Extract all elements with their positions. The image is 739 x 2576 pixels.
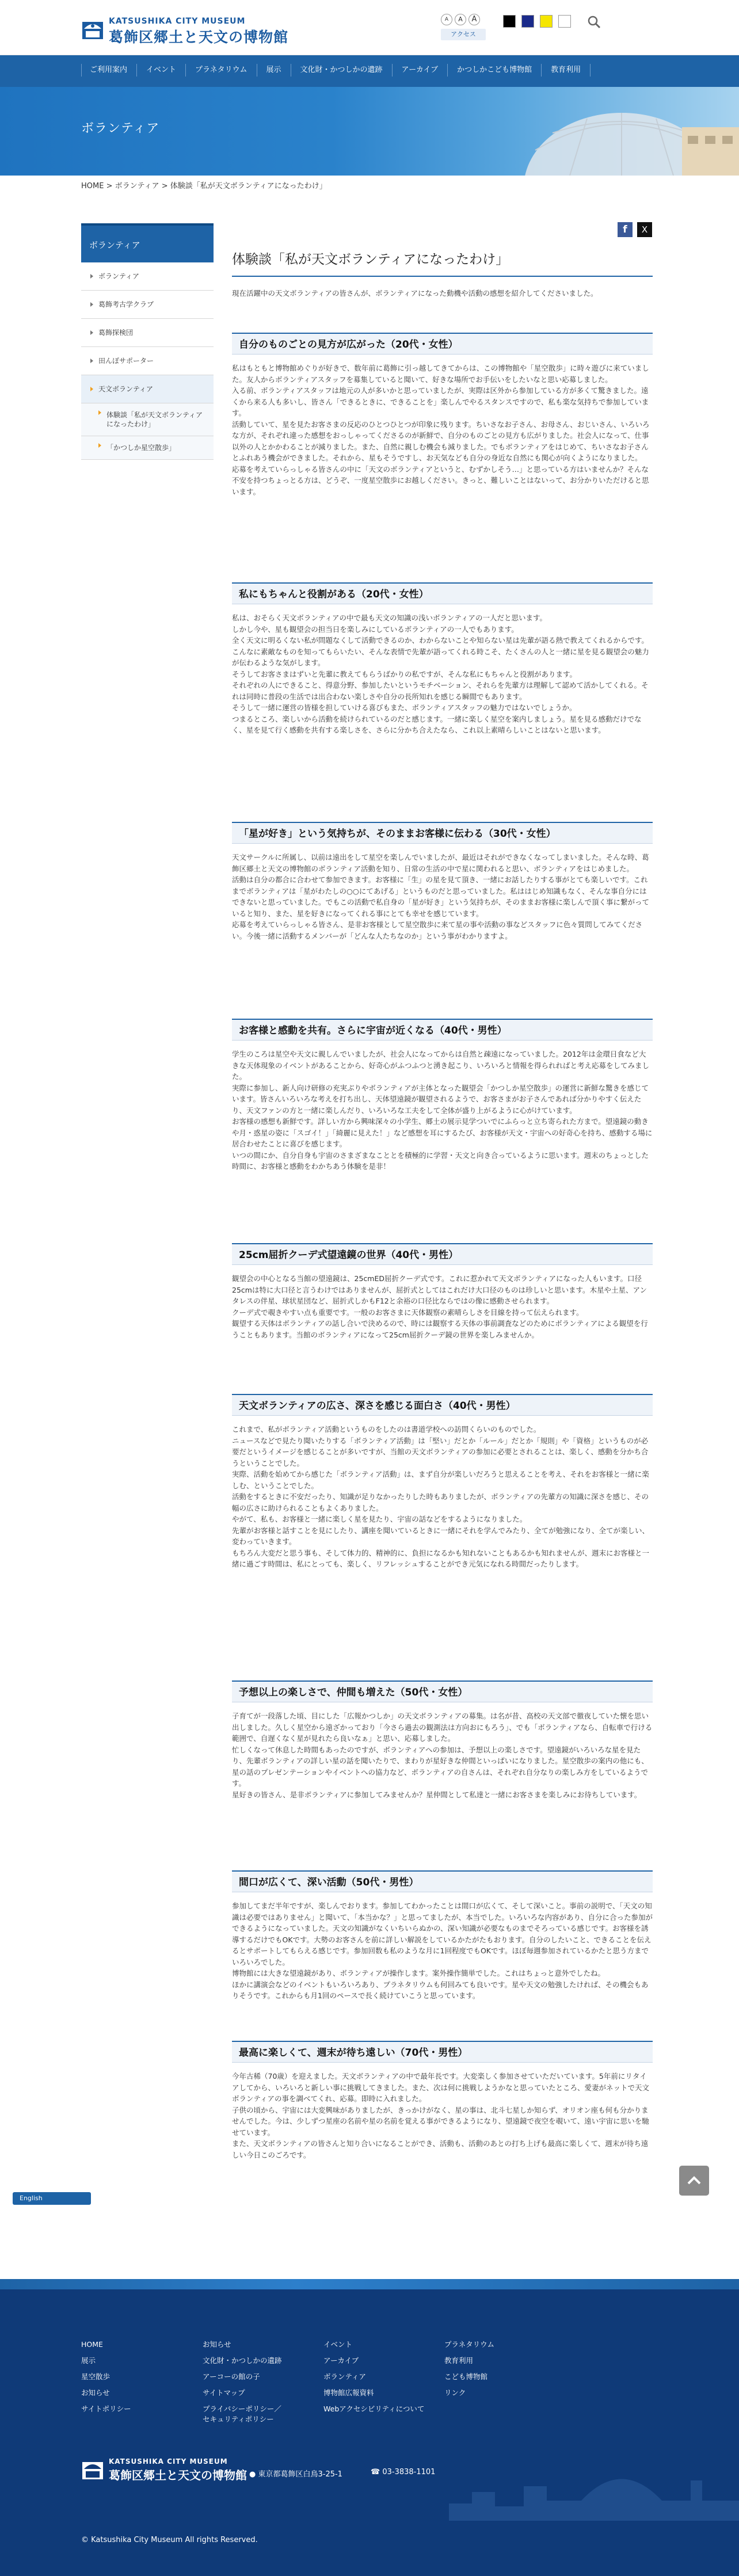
museum-logo-icon [81, 2457, 104, 2480]
hero-banner [0, 87, 739, 176]
footer-link[interactable]: アーカイブ [323, 2356, 359, 2365]
color-navy-swatch[interactable] [521, 15, 534, 28]
sidebar [81, 223, 214, 460]
testimonial-section-6 [232, 1394, 653, 1570]
footer-link[interactable]: サイトポリシー [81, 2404, 131, 2413]
section-body: 天文サークルに所属し、以前は遠出をして星空を楽しんでいましたが、最近はそれができなくなってしまいました。そんな時、葛飾区郷土と天文の博物館のボランティア活動を知り、日常の生活の中で星に関われると思い、ボランティアをはじめました。 活動は自分の都合に合わせて参加できます。お客様に「生」の星を見て頂き、一緒にお話したりする事がとても楽しいです。これまでボランティアは「星がわたしの○○にてあげる」というものだと思っていました。私ははじめ知識もなく、そんな事自分にはできないと思っていました。でもこの活動で私自身の「星が好き」という気持ちが、そのままお客様に楽しんで頂く事に繋がっていると知り、また、星を好きになってくれる事にとても幸せを感じています。 応募を考えていらっしゃる皆さん、是非お客様として星空散歩に来て星の事や活動の事などスタッフに色々質問してみてください。今後一緒に活動するメンバーが「どんな人たちなのか」という事がわかりますよ。 [232, 853, 650, 940]
access-button[interactable]: アクセス [441, 29, 486, 40]
nav-item-events[interactable]: イベント [136, 64, 185, 77]
footer-link[interactable]: プライバシーポリシー／ [203, 2404, 281, 2413]
breadcrumb-home-link[interactable]: HOME [81, 182, 104, 190]
social-share [618, 222, 652, 241]
sidebar-item-astronomy-volunteer[interactable]: 天文ボランティア [81, 375, 214, 403]
section-body: 子育てが一段落した頃、目にした「広報かつしか」の天文ボランティアの募集。は名が昔、高校の天文部で徹夜していた懐を思い出しました。久しく星空から遠ざかっており「今さら過去の観測法は方向おにもろう」、でも「ボランティアなら、自転車で行ける範囲で、自遅くなく星が見れたら良いなぁ」と思い、応募しました。 忙しくなって休息した時間もあったのですが、ボランティアへの参加は、予想以上の楽しさです。望遠鏡がいろいろな星を見たり、先輩ボランティアの詳しい星の話を聞いたりで、まわりが星好きな仲間といっぱいになりました。星空散歩の案内の他にも、星の話のプレゼンテーションやイベントへの協力など、ボランティアの自さんは、それぞれ自分なりの楽しみ方をしているようです。 星好きの皆さん、是非ボランティアに参加してみませんか？星仲間として私達と一緒にお客さまを楽しみにお待ちしています。 [232, 1712, 653, 1799]
footer-link[interactable]: アーコーの館の子 [203, 2372, 260, 2381]
font-size-large-button[interactable]: A [468, 14, 480, 25]
address-text: 東京都葛飾区白鳥3-25-1 [258, 2470, 342, 2479]
section-body: 観望会の中心となる当館の望遠鏡は、25cmED屈折クーデ式です。これに惹かれて天文ボランティアになった人もいます。口径25cmは特に大口径と言うわけではありませんが、屈折式としてはこれだけ大口径のものは珍しいと思います。木星や土星、アンタレスの伴星、球状星団など、屈折式しかもF12と余裕の口径比ならではの像に感動させられます。 クーデ式で覗きやすい点も重要です。一般のお客さまに天体観察の素晴らしさを目線を持って伝えられます。 観望する天体はボランティアの話し合いで決めるので、時には観察する天体の事前調査などのためにボランティアによる観望を行うこともあります。当館のボランティアになって25cm屈折クーデ鏡の世界を楽しみませんか。 [232, 1274, 648, 1339]
footer-link[interactable]: ボランティア [323, 2372, 367, 2381]
chevron-up-icon [679, 2166, 709, 2196]
phone-number[interactable]: 03-3838-1101 [382, 2468, 436, 2476]
breadcrumb-separator: > [159, 182, 170, 190]
footer-address [249, 2468, 342, 2479]
footer-link[interactable]: Webアクセシビリティについて [323, 2404, 425, 2413]
global-navigation [0, 55, 739, 87]
footer-phone [371, 2468, 435, 2476]
footer-link[interactable]: 星空散歩 [81, 2372, 111, 2381]
section-body: 今年古稀（70歳）を迎えました。天文ボランティアの中で最年長です。大変楽しく参加させていただいています。5年前にリタイアしてから、いろいろと新しい事に挑戦してきました。また、次は何に挑戦しようかなと思っていたところ、愛妻がネットで天文ボランティアの事を調べてくれ、応募。即時に入れました。 子供の頃から、宇宙には大変興味がありましたが、きっかけがなく、星の事は、北斗七星しか知らず、オリオン座も何も分かりませんでした。今は、少しずつ星座の名前や星の名前を覚える事ができるようになり、望遠鏡で夜空を覗いて、遠い宇宙に思いを馳せています。 また、天文ボランティアの皆さんと知り合いになることができ、活動も、活動のあとの打ち上げも最高に楽しくて、週末が待ち遠しい今日このごろです。 [232, 2072, 650, 2159]
back-to-top-button[interactable] [679, 2166, 709, 2196]
section-heading: 25cm屈折クーデ式望遠鏡の世界（40代・男性） [232, 1243, 653, 1265]
testimonial-section-1 [232, 333, 653, 497]
sidebar-item-volunteer[interactable]: ボランティア [81, 262, 214, 291]
sidebar-title[interactable]: ボランティア [81, 223, 214, 262]
section-body: 学生のころは星空や天文に親しんでいましたが、社会人になってからは自然と疎遠になっていました。2012年は金環日食など大きな天体現象のイベントがあることから、好奇心がふつふつと湧き起こり、いろいろと情報を得られればと考え応募をしてみました。 実際に参加し、新人向け研修の充実ぶりやボランティアが主体となった観望会「かつしか星空散歩」の運営に新鮮な驚きを感じています。皆さんいろいろな考えを打ち出し、天体望遠鏡が観望されるようで、お客さまがお子さんであれば分かりやすく伝えたり、天文ファンの方と一緒に楽しんだり、いろいろな工夫をして全体が盛り上がるように心がけています。 お客様の感想も新鮮です。詳しい方から興味深々の小学生、郷土の展示見学ついでにふらっと立ち寄られた方まで。望遠鏡の動きや月・惑星の姿に「スゴイ！」「綺麗に見えた！」など感想を耳にするたび、お客様が天文・宇宙への好奇心を持ち、感動する場に居合わせたことに喜びを感じます。 いつの間にか、自分自身も宇宙のさまざまなこととを積極的に学習・天文と向き合っているように思います。週末のちょっとした時間に、お客様と感動をわかちあう体験を是非！ [232, 1050, 653, 1171]
nav-item-kids-museum[interactable]: かつしかこども博物館 [447, 64, 541, 77]
nav-item-cultural-properties[interactable]: 文化財・かつしかの遺跡 [291, 64, 392, 77]
location-pin-icon: ● [249, 2470, 256, 2479]
facebook-share-button[interactable]: f [618, 222, 633, 237]
footer-link[interactable]: プラネタリウム [444, 2340, 495, 2349]
footer-links-col1 [81, 2337, 131, 2417]
footer-link[interactable]: お知らせ [203, 2340, 231, 2349]
intro-text: 現在活躍中の天文ボランティアの皆さんが、ボランティアになった動機や活動の感想を紹介してくださいました。 [232, 289, 598, 298]
section-heading: 最高に楽しくて、週末が待ち遠しい（70代・男性） [232, 2041, 653, 2063]
sidebar-item-exploration-team[interactable]: 葛飾探検団 [81, 319, 214, 347]
section-heading: 自分のものごとの見方が広がった（20代・女性） [232, 333, 653, 355]
testimonial-section-9 [232, 2041, 653, 2160]
section-body: 私は、おそらく天文ボランティアの中で最も天文の知識の浅いボランティアの一人だと思います。 しかし今や、星も観望会の担当日を楽しみにしているボランティアの一人でもあります。 全く天文に明るくない私が問題なくして活動できるのか、わからないことや知らない星は先輩が語る熱で教えてくれるからです。こんなに素敵なものを知ってもらいたい、そんな表情で先輩が語ってくれる時こそ、たくさんの人と一緒に星を見る観望会の魅力が伝わるような気がします。 そうしてお客さまはずいと先輩に教えてもらうばかりの私ですが、そんな私にもちゃんと役割があります。 それぞれの人にできること、得意分野、参加したいというモチベーション、それらを先輩方は理解して認めて活かしてくれる。それは同時に普段の生活では出合わない楽しさや自分の長所知れを感じる瞬間でもあります。 そうして一緒に運営の皆様を担していける喜びもまた、ボランティアスタッフの魅力ではないでしょうか。 つまるところ、楽しいから活動を続けられているのだと感じます。一緒に楽しく星空を案内しましょう。星を見る感動だけでなく、星を見て行く感動を共有する楽しさを、さらに分かち合えたなら、これ以上素晴らしいことはないと思います。 [232, 613, 649, 734]
color-yellow-swatch[interactable] [540, 15, 553, 28]
footer-link[interactable]: 博物館広報資料 [323, 2388, 374, 2397]
footer-link[interactable]: サイトマップ [203, 2388, 245, 2397]
breadcrumb [81, 180, 327, 190]
footer-link[interactable]: リンク [444, 2388, 466, 2397]
breadcrumb-separator: > [104, 182, 115, 190]
breadcrumb-volunteer-link[interactable]: ボランティア [115, 182, 159, 190]
footer-links-col4 [444, 2337, 494, 2401]
museum-logo-icon [81, 17, 104, 40]
x-share-button[interactable]: X [637, 222, 652, 237]
hero-title: ボランティア [81, 121, 160, 136]
color-black-swatch[interactable] [503, 15, 516, 28]
section-heading: お客様と感動を共有。さらに宇宙が近くなる（40代・男性） [232, 1019, 653, 1041]
breadcrumb-current: 体験談「私が天文ボランティアになったわけ」 [170, 182, 327, 190]
site-header [0, 0, 739, 55]
nav-item-education[interactable]: 教育利用 [541, 64, 591, 77]
sidebar-item-rice-field-supporter[interactable]: 田んぼサポーター [81, 347, 214, 375]
nav-item-exhibits[interactable]: 展示 [257, 64, 291, 77]
testimonial-section-8 [232, 1870, 653, 2002]
phone-icon: ☎ [371, 2468, 380, 2476]
header-tools [441, 14, 614, 44]
sidebar-subitem-star-walk[interactable]: 「かつしか星空散歩」 [81, 436, 214, 460]
footer-link[interactable]: イベント [323, 2340, 353, 2349]
sidebar-subitem-testimonials[interactable]: 体験談「私が天文ボランティアになったわけ」 [81, 403, 214, 436]
section-heading: 間口が広くて、深い活動（50代・男性） [232, 1870, 653, 1892]
section-heading: 「星が好き」という気持ちが、そのままお客様に伝わる（30代・女性） [232, 822, 653, 844]
testimonial-section-2 [232, 582, 653, 736]
footer-logo-japanese: 葛飾区郷土と天文の博物館 [109, 2468, 247, 2482]
site-logo[interactable] [81, 15, 311, 44]
section-body: 私はもともと博物館めぐりが好きで、数年前に葛飾に引っ越してきてからは、この博物館や「星空散歩」に時々遊びに来ていました。友人からボランティアスタッフを募集していると聞いて、好きな場所でお手伝いをしたいなと思い応募しました。 入る前、ボランティアスタッフは地元の人が多いかと思っていましたが、実際は区外から参加している方が多くて驚きました。遠くから来る人も多いし、皆さん「できるときに、できることを」楽しんでやるスタンスですので、私も楽な気持ちで参加しています。 活動していて、星を見たお客さまの反応のひとつひとつが印象に残ります。ちいさなお子さん、お母さん、おじいさん、いろいろな方が、それぞれ違った感想をおっしゃってくださるのが新鮮で、自分のものごとの見方も広がりました。社会人になって、仕事以外の人とかかわることが減りました。また、自然に親しむ機会も減りました。でもボランティアをはじめて、ちいさなお子さんとふれあう機会ができました。それから、星もそうですし、お天気なども自分の身近な自然にも関心が向くようになりました。 応募を考えていらっしゃる皆さんの中に「天文のボランティアというと、むずかしそう…」と思っている方はいませんか？そんな不安を持つちょっとる方は、どうぞ、一度星空散歩にお越しください。きっと、難しいことはないって、お分かりいただけると思います。 [232, 364, 650, 496]
section-body: 参加してまだ半年ですが、楽しんでおります。参加してわかったことは間口が広くて、そして深いこと。事前の説明で、「天文の知識は必要ではありません」と聞いて、「本当かな？」と思ってましたが、本当でした。いろいろな内容があり、自分に合った参加ができるようになっていました。天文の知識がなくいちいらぬかの、深い知識が必要なものまでそろっている感じです。お客様を誘導するだけでもOKです。大勢のお客さんを前に詳しい解説をしているかたがたもおります。自分のしたいこと、できることを伝えるとサポートしてもらえる感じです。参加回数も私のような月に1回程度でもOKです。ほぼ毎週参加されているかたと思う方までいろいろでした。 博物館には大きな望遠鏡があり、ボランティアが操作します。案外操作簡単でした。これはちょっと意外でしたね。 ほかに講演会などのイベントもいろいろあり、プラネタリウムも何回みても良いです。星や天文の勉強したければ、その機会もありそうです。これからも月1回のペースで長く続けていこうと思っています。 [232, 1901, 653, 2000]
section-heading: 予想以上の楽しさで、仲間も増えた（50代・女性） [232, 1681, 653, 1702]
sidebar-item-archaeology-club[interactable]: 葛飾考古学クラブ [81, 291, 214, 319]
section-heading: 天文ボランティアの広さ、深さを感じる面白さ（40代・男性） [232, 1394, 653, 1416]
search-icon[interactable] [587, 15, 601, 29]
footer-links-col2 [203, 2337, 282, 2425]
footer-link[interactable]: お知らせ [81, 2388, 110, 2397]
footer-links-col3 [323, 2337, 424, 2417]
footer-stripe [0, 2279, 739, 2289]
global-nav-list [81, 64, 591, 77]
footer-link[interactable]: 文化財・かつしかの遺跡 [203, 2356, 282, 2365]
footer-link[interactable]: HOME [81, 2340, 103, 2349]
footer-skyline-illustration [449, 2452, 739, 2521]
testimonial-section-5 [232, 1243, 653, 1340]
nav-item-guide[interactable]: ご利用案内 [81, 64, 136, 77]
nav-item-planetarium[interactable]: プラネタリウム [185, 64, 256, 77]
footer-logo-english: KATSUSHIKA CITY MUSEUM [109, 2457, 228, 2466]
nav-item-archive[interactable]: アーカイブ [392, 64, 448, 77]
english-language-button[interactable]: English [13, 2192, 91, 2205]
logo-english: KATSUSHIKA CITY MUSEUM [109, 17, 246, 26]
footer-link[interactable]: 教育利用 [444, 2356, 474, 2365]
font-size-small-button[interactable]: A [441, 14, 452, 25]
section-heading: 私にもちゃんと役割がある（20代・女性） [232, 582, 653, 604]
copyright: © Katsushika City Museum All rights Reserved. [81, 2536, 258, 2544]
section-body: これまで、私がボランティア活動というものをしたのは書道学校への訪問くらいのものでした。 ニュースなどで見たり聞いたりする「ボランティア活動」は「堅い」だとか「ルール」だとか「規則」や「資格」というものが必要だというイメージを感じることが多いですが、当館の天文ボランティアの参加に必要とされることは、楽しく、感動を分かち合うということでした。 実際、活動を始めてから感じた「ボランティア活動」は、まず自分が楽しいだろうと思えることを考え、それをお客様と一緒に楽しむ、ということでした。 活動をするときに不安だったり、知識が足りなかったりした時もありましたが、ボランティアの先輩方の知識に深さを感じ、その幅の広さに助けられることもよくありました。 やがて、私も、お客様と一緒に楽しく星を見たり、宇宙の話などをするようになりました。 先輩がお客様と話すことを見にしたり、講座を聞いているときに一緒にそれを学んでみたり、全てが勉強になり、全てが楽しい、変わっていきます。 もちろん大変だと思う事も、そして体力的、精神的に、負担になるかも知れないこともあるかも知れませんが、週末にお客様と一緒に過ごす時間は、私にとっても、楽しく、リフレッシュすることができ元気になれる時間だったりします。 [232, 1425, 650, 1568]
footer-link[interactable]: セキュリティポリシー [203, 2415, 274, 2423]
color-white-swatch[interactable] [558, 15, 571, 28]
page-title: 体験談「私が天文ボランティアになったわけ」 [232, 249, 653, 277]
site-footer [0, 2279, 739, 2576]
logo-japanese: 葛飾区郷土と天文の博物館 [109, 29, 289, 45]
testimonial-section-7 [232, 1681, 653, 1800]
testimonial-section-3 [232, 822, 653, 942]
footer-link[interactable]: こども博物館 [444, 2372, 488, 2381]
font-size-medium-button[interactable]: A [455, 14, 466, 25]
testimonial-section-4 [232, 1019, 653, 1172]
footer-link[interactable]: 展示 [81, 2356, 96, 2365]
